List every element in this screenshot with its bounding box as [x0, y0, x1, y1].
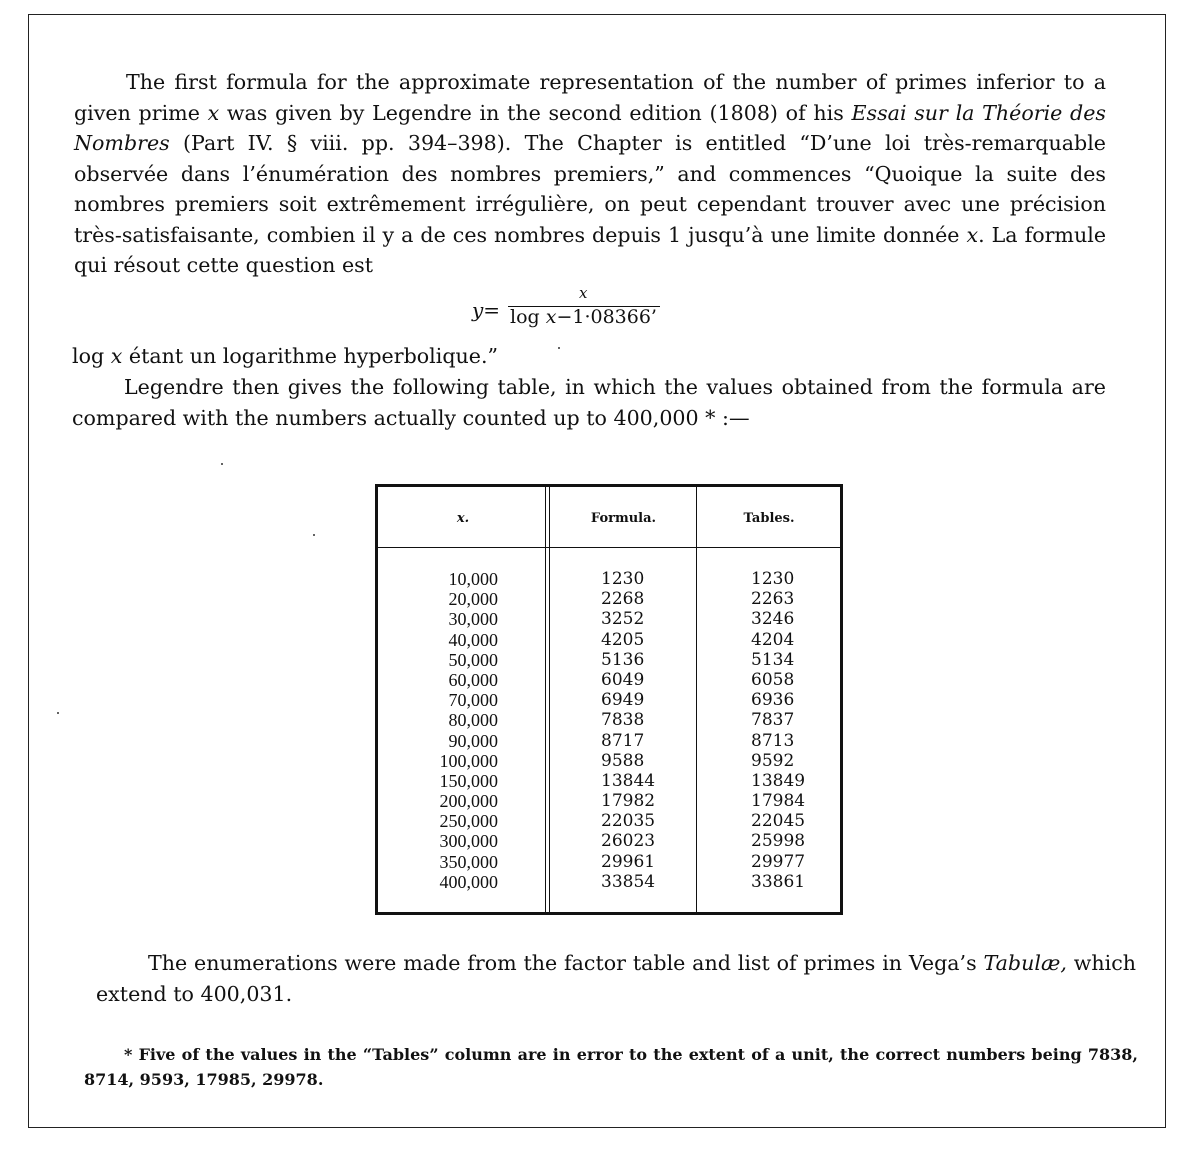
table-cell-formula: 4205 — [601, 629, 645, 650]
table-cell-tables: 29977 — [751, 851, 806, 872]
table-cell-tables: 13849 — [751, 770, 806, 791]
paragraph-table-intro: Legendre then gives the following table, in which the values obtained from the formula are compared with the numbers actually counted up to 400,000 * :— — [72, 375, 1106, 430]
scan-speck — [221, 463, 223, 465]
table-cell-tables: 25998 — [751, 831, 806, 852]
prime-count-table — [375, 484, 843, 915]
column-divider — [545, 487, 546, 912]
table-cell-x: 30,000 — [448, 609, 498, 630]
scan-speck — [57, 712, 59, 714]
table-cell-tables: 5134 — [751, 649, 795, 670]
table-cell-tables: 22045 — [751, 811, 806, 832]
table-cell-tables: 3246 — [751, 609, 795, 630]
table-cell-tables: 7837 — [751, 710, 795, 731]
table-cell-x: 350,000 — [439, 851, 498, 872]
footnote: * Five of the values in the “Tables” column are in error to the extent of a unit, the correct numbers being 7838, 8714, 9593, 17985, 29978. — [84, 1045, 1138, 1089]
table-cell-formula: 7838 — [601, 710, 645, 731]
header-formula: Formula. — [590, 511, 657, 526]
table-cell-formula: 1230 — [601, 569, 645, 589]
table-cell-formula: 22035 — [601, 811, 656, 832]
table-cell-tables: 33861 — [751, 871, 806, 892]
column-tables-values — [751, 569, 806, 892]
table-cell-formula: 6949 — [601, 690, 645, 711]
column-formula-values — [601, 569, 656, 892]
table-cell-formula: 26023 — [601, 831, 656, 852]
table-cell-tables: 17984 — [751, 791, 806, 812]
table-cell-tables: 2263 — [751, 589, 795, 610]
paragraph-legendre-intro: The first formula for the approximate representation of the number of primes inferior to a given prime x was given by Legendre in the second edition (1808) of his Essai sur la Théorie des Nombres (Part IV. § viii. pp. 394–398). The Chapter is entitled “D’une loi très-remarquable observée dans l’énumération des nombres premiers,” and commences “Quoique la suite des nombres premiers soit extrêmement irrégulière, on peut cependant trouver avec une précision très-satisfaisante, combien il y a de ces nombres depuis 1 jusqu’à une limite donnée x. La formule qui résout cette question est — [74, 70, 1107, 277]
table-cell-x: 90,000 — [448, 730, 498, 751]
scan-speck — [558, 347, 560, 349]
table-cell-formula: 3252 — [601, 609, 645, 630]
table-cell-tables: 6936 — [751, 690, 795, 711]
table-cell-formula: 5136 — [601, 649, 645, 670]
header-divider — [378, 547, 840, 548]
column-x-values — [428, 569, 498, 892]
column-divider — [696, 487, 697, 912]
table-cell-formula: 8717 — [601, 730, 645, 751]
table-cell-tables: 1230 — [751, 569, 795, 589]
paragraph-enumerations: The enumerations were made from the factor table and list of primes in Vega’s Tabulæ, which extend to 400,031. — [96, 951, 1136, 1006]
header-x: x. — [456, 511, 470, 526]
table-cell-x: 20,000 — [448, 589, 498, 610]
table-cell-x: 100,000 — [439, 750, 498, 771]
table-cell-formula: 6049 — [601, 669, 645, 690]
paragraph-log-note: log x étant un logarithme hyperbolique.” — [72, 344, 499, 368]
table-cell-tables: 8713 — [751, 730, 795, 751]
table-cell-x: 40,000 — [448, 629, 498, 650]
table-cell-tables: 9592 — [751, 750, 795, 771]
book-title: Essai sur la Théorie des Nombres — [74, 100, 1106, 155]
table-cell-formula: 29961 — [601, 851, 656, 872]
table-cell-formula: 33854 — [601, 871, 656, 892]
table-cell-x: 300,000 — [439, 831, 498, 852]
scan-speck — [313, 534, 315, 536]
table-cell-tables: 4204 — [751, 629, 795, 650]
table-cell-formula: 17982 — [601, 791, 656, 812]
table-cell-x: 80,000 — [448, 710, 498, 731]
table-cell-x: 50,000 — [448, 649, 498, 670]
formula-denominator: log x−1·08366’ — [510, 306, 657, 328]
table-cell-x: 150,000 — [439, 770, 498, 791]
column-divider — [549, 487, 550, 912]
table-cell-x: 10,000 — [448, 569, 498, 589]
table-cell-formula: 9588 — [601, 750, 645, 771]
table-cell-x: 250,000 — [439, 811, 498, 832]
table-cell-formula: 13844 — [601, 770, 656, 791]
table-cell-x: 400,000 — [439, 871, 498, 892]
header-tables: Tables. — [743, 511, 795, 526]
table-cell-x: 200,000 — [439, 791, 498, 812]
table-cell-tables: 6058 — [751, 669, 795, 690]
table-cell-formula: 2268 — [601, 589, 645, 610]
table-cell-x: 70,000 — [448, 690, 498, 711]
table-cell-x: 60,000 — [448, 669, 498, 690]
